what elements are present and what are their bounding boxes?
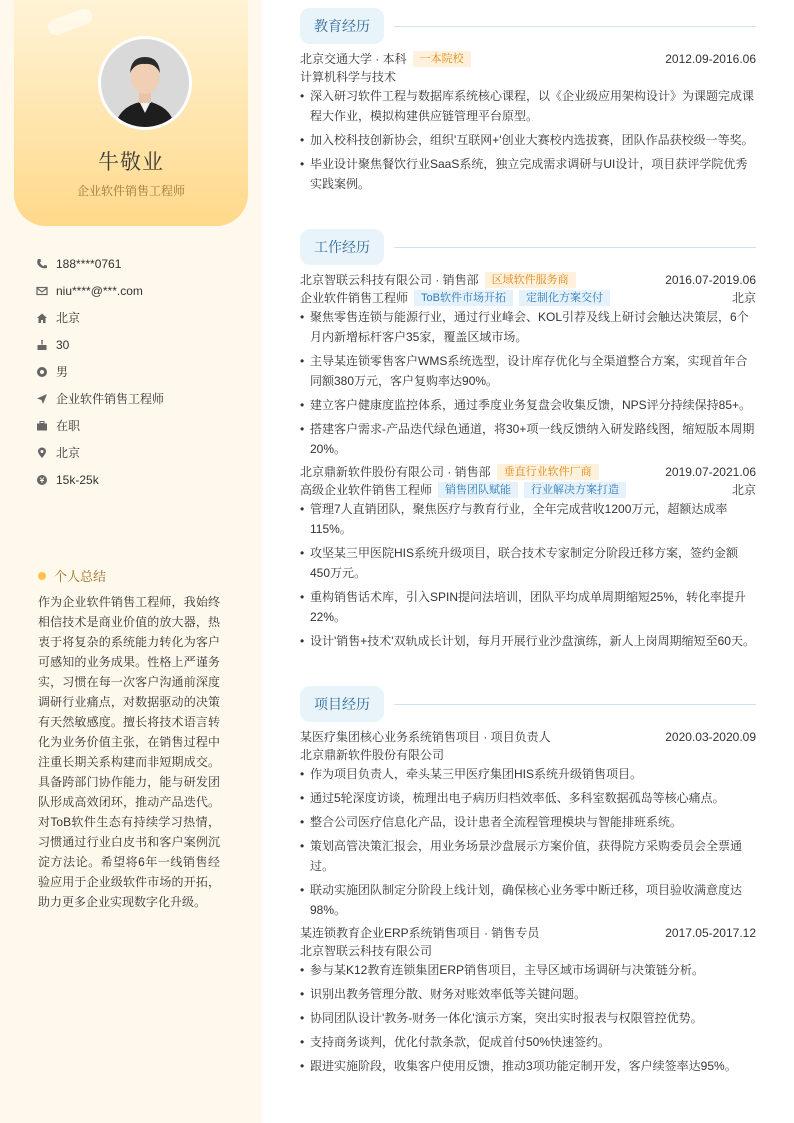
list-item: • 管理7人直销团队，聚焦医疗与教育行业，全年完成营收1200万元，超额达成率115%。 (300, 499, 756, 539)
education-period: 2012.09-2016.06 (665, 52, 756, 66)
job-1-skill-tag: 定制化方案交付 (519, 290, 610, 306)
age-value: 30 (56, 337, 70, 352)
job-2-role-row (300, 481, 756, 499)
list-item: • 毕业设计聚焦餐饮行业SaaS系统，独立完成需求调研与UI设计，项目获评学院优秀实践案例。 (300, 154, 756, 194)
section-divider (394, 26, 756, 27)
info-salary (36, 466, 164, 493)
list-item: • 支持商务谈判，优化付款条款，促成首付50%快速签约。 (300, 1032, 756, 1052)
project-2-company: 北京智联云科技有限公司 (300, 944, 433, 958)
project-1-name: 某医疗集团核心业务系统销售项目 · 项目负责人 (300, 730, 551, 744)
list-item: • 深入研习软件工程与数据库系统核心课程，以《企业级应用架构设计》为课题完成课程大作业，模拟构建供应链管理平台原型。 (300, 86, 756, 126)
list-item: • 作为项目负责人，牵头某三甲医疗集团HIS系统升级销售项目。 (300, 764, 756, 784)
list-item: • 联动实施团队制定分阶段上线计划，确保核心业务零中断迁移，项目验收满意度达98%。 (300, 880, 756, 920)
section-divider (394, 704, 756, 705)
project-2-company-row (300, 942, 756, 960)
project-1-bullets (300, 764, 756, 924)
education-bullets (300, 86, 756, 198)
sidebar (0, 0, 262, 1123)
decorative-shape (46, 7, 95, 38)
summary-heading-text: 个人总结 (54, 569, 107, 584)
major: 计算机科学与技术 (300, 70, 397, 84)
salary-icon (36, 474, 48, 486)
education-section-header (300, 8, 756, 44)
contact-info (36, 250, 164, 493)
education-heading: 教育经历 (300, 8, 384, 44)
list-item: • 识别出教务管理分散、财务对账效率低等关键问题。 (300, 984, 756, 1004)
list-item: • 设计'销售+技术'双轨成长计划，每月开展行业沙盘演练，新人上岗周期缩短至60天。 (300, 631, 756, 651)
cake-icon (36, 339, 48, 351)
job-1-role-row (300, 289, 756, 307)
home-icon (36, 312, 48, 324)
briefcase-icon (36, 420, 48, 432)
job-2-city: 北京 (731, 483, 756, 497)
email-value: niu****@***.com (56, 283, 143, 298)
info-phone (36, 250, 164, 277)
school-name: 北京交通大学 · 本科 (300, 52, 407, 66)
gender-icon (36, 366, 48, 378)
job-1-bullets (300, 307, 756, 463)
info-location (36, 439, 164, 466)
list-item: • 跟进实施阶段，收集客户使用反馈，推动3项功能定制开发，客户续签率达95%。 (300, 1056, 756, 1076)
job-2-skill-tag: 销售团队赋能 (438, 482, 518, 498)
job-1-role: 企业软件销售工程师 (300, 291, 409, 305)
job-1-company-tag: 区域软件服务商 (485, 272, 576, 288)
job-1-period: 2016.07-2019.06 (665, 273, 756, 287)
gender-value: 男 (56, 365, 69, 379)
list-item: • 攻坚某三甲医院HIS系统升级项目，联合技术专家制定分阶段迁移方案，签约金额450万元。 (300, 543, 756, 583)
salary-value: 15k-25k (56, 472, 99, 487)
avatar-photo (101, 39, 189, 127)
hometown-value: 北京 (56, 311, 81, 325)
job-2-role: 高级企业软件销售工程师 (300, 483, 433, 497)
summary-text: 作为企业软件销售工程师，我始终相信技术是商业价值的放大器，热衷于将复杂的系统能力转化为客户可感知的业务成果。性格上严谨务实，习惯在每一次客户沟通前深度调研行业痛点，对数据驱动的决策有天然敏感度。擅长将技术语言转化为业务价值主张，在销售过程中注重长期关系构建而非短期成交。具备跨部门协作能力，能与研发团队形成高效闭环，推动产品迭代。对ToB软件生态有持续学习热情，习惯通过行业白皮书和客户案例沉淀方法论。希望将6年一线销售经验应用于企业级软件市场的开拓，助力更多企业实现数字化升级。 (38, 595, 220, 909)
mail-icon (36, 285, 48, 297)
list-item: • 搭建客户需求-产品迭代绿色通道，将30+项一线反馈纳入研发路线图，缩短版本周期20%。 (300, 419, 756, 459)
project-1-period: 2020.03-2020.09 (665, 730, 756, 744)
list-item: • 通过5轮深度访谈，梳理出电子病历归档效率低、多科室数据孤岛等核心痛点。 (300, 788, 756, 808)
job-2-company: 北京鼎新软件股份有限公司 · 销售部 (300, 465, 491, 479)
list-item: • 聚焦零售连锁与能源行业，通过行业峰会、KOL引荐及线上研讨会触达决策层，6个月内新增标杆客户35家，覆盖区域市场。 (300, 307, 756, 347)
education-row (300, 50, 756, 68)
projects-heading: 项目经历 (300, 686, 384, 722)
list-item: • 重构销售话术库，引入SPIN提问法培训，团队平均成单周期缩短25%，转化率提升22%。 (300, 587, 756, 627)
candidate-title: 企业软件销售工程师 (76, 184, 185, 198)
bullet-dot-icon (38, 572, 46, 580)
project-2-name: 某连锁教育企业ERP系统销售项目 · 销售专员 (300, 926, 540, 940)
job-1-row (300, 271, 756, 289)
list-item: • 整合公司医疗信息化产品，设计患者全流程管理模块与智能排班系统。 (300, 812, 756, 832)
job-1-city: 北京 (731, 291, 756, 305)
project-2-period: 2017.05-2017.12 (665, 926, 756, 940)
info-hometown (36, 304, 164, 331)
candidate-name: 牛敬业 (98, 151, 164, 174)
status-value: 在职 (56, 419, 81, 433)
list-item: • 协同团队设计'教务-财务一体化'演示方案，突出实时报表与权限管控优势。 (300, 1008, 756, 1028)
info-email (36, 277, 164, 304)
job-2-bullets (300, 499, 756, 655)
job-2-company-tag: 垂直行业软件厂商 (497, 464, 599, 480)
profile-card (14, 0, 248, 226)
project-1-company-row (300, 746, 756, 764)
list-item: • 建立客户健康度监控体系，通过季度业务复盘会收集反馈，NPS评分持续保持85+。 (300, 395, 756, 415)
summary-heading (38, 566, 106, 585)
location-icon (36, 447, 48, 459)
list-item: • 加入校科技创新协会，组织'互联网+'创业大赛校内选拔赛，团队作品获校级一等奖。 (300, 130, 756, 150)
school-tag: 一本院校 (413, 51, 471, 67)
avatar (98, 36, 192, 130)
info-age (36, 331, 164, 358)
project-1-row (300, 728, 756, 746)
phone-icon (36, 258, 48, 270)
job-2-period: 2019.07-2021.06 (665, 465, 756, 479)
work-section-header (300, 229, 756, 265)
info-status (36, 412, 164, 439)
project-2-row (300, 924, 756, 942)
job-1-skill-tag: ToB软件市场开拓 (414, 290, 513, 306)
job-1-company: 北京智联云科技有限公司 · 销售部 (300, 273, 479, 287)
location-value: 北京 (56, 446, 81, 460)
info-gender (36, 358, 164, 385)
send-icon (36, 393, 48, 405)
project-1-company: 北京鼎新软件股份有限公司 (300, 748, 445, 762)
phone-value: 188****0761 (56, 256, 122, 271)
target-position-value: 企业软件销售工程师 (56, 392, 165, 406)
projects-section-header (300, 686, 756, 722)
job-2-row (300, 463, 756, 481)
section-divider (394, 247, 756, 248)
work-heading: 工作经历 (300, 229, 384, 265)
list-item: • 策划高管决策汇报会，用业务场景沙盘展示方案价值，获得院方采购委员会全票通过。 (300, 836, 756, 876)
major-row (300, 68, 756, 86)
list-item: • 主导某连锁零售客户WMS系统选型，设计库存优化与全渠道整合方案，实现首年合同额380万元，客户复购率达90%。 (300, 351, 756, 391)
list-item: • 参与某K12教育连锁集团ERP销售项目，主导区域市场调研与决策链分析。 (300, 960, 756, 980)
job-2-skill-tag: 行业解决方案打造 (524, 482, 626, 498)
info-target-position (36, 385, 164, 412)
project-2-bullets (300, 960, 756, 1080)
